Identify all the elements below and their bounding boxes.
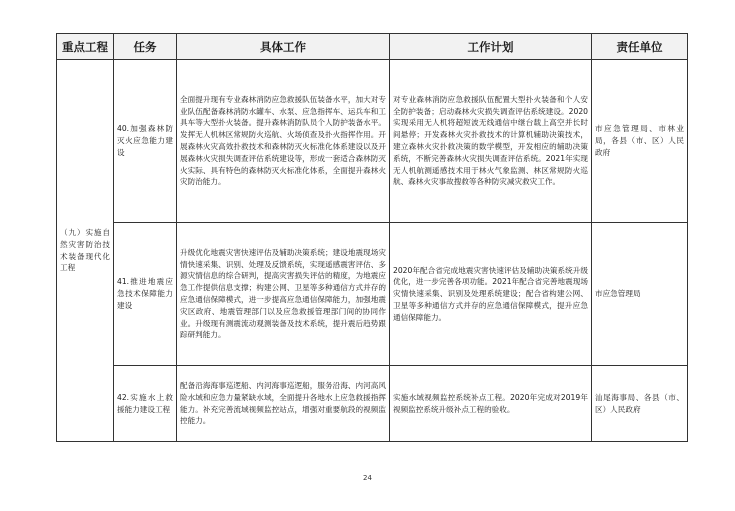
header-work-plan: 工作计划: [390, 34, 592, 60]
work-plan-cell: 2020年配合省完成地震灾害快速评估及辅助决策系统升级优化，进一步完善各项功能。2021年配合省完善地震现场灾情快速采集、识别及处理系统建设；配合省构建公网、卫星等多种通信方式并存的应急通信保障模式，提升应急通信保障能力。: [390, 223, 592, 366]
work-plan-table: [56, 33, 688, 442]
responsible-unit-cell: 市应急管理局、市林业局，各县（市、区）人民政府: [592, 60, 688, 223]
header-specific-work: 具体工作: [177, 34, 390, 60]
work-plan-cell: 实施水域视频监控系统补点工程。2020年完成对2019年视频监控系统升级补点工程的验收。: [390, 366, 592, 442]
task-cell: 42.实施水上救援能力建设工程: [114, 366, 177, 442]
specific-work-cell: 配备沿海海事巡逻船、内河海事巡逻船，服务沿海、内河高风险水域和应急力量紧缺水域，全面提升各地水上应急救援指挥能力。补充完善流域视频监控站点，增强对重要航段的视频监控能力。: [177, 366, 390, 442]
header-responsible-unit: 责任单位: [592, 34, 688, 60]
table-row: [57, 223, 688, 366]
header-key-project: 重点工程: [57, 34, 114, 60]
responsible-unit-cell: 市应急管理局: [592, 223, 688, 366]
header-task: 任务: [114, 34, 177, 60]
specific-work-cell: 升级优化地震灾害快速评估及辅助决策系统；建设地震现场灾情快速采集、识别、处理及反馈系统，实现遥感震害评估、多源灾情信息的综合研判，提高灾害损失评估的精度，为地震应急工作提供信息支撑；构建公网、卫星等多种通信方式并存的应急通信保障模式，进一步提高应急通信保障能力，加强地震灾区政府、地震管理部门以及应急救援管理部门间的协同作业。升级现有测震流动观测装备及技术系统，提升震后趋势跟踪研判能力。: [177, 223, 390, 366]
work-plan-cell: 对专业森林消防应急救援队伍配置大型扑火装备和个人安全防护装备；启动森林火灾损失调查评估系统建设。2020实现采用无人机将超短波无线通信中继台载上高空并长时间悬停；开发森林火灾扑救技术的计算机辅助决策技术，建立森林火灾扑救决策的数学模型，开发相应的辅助决策系统，不断完善森林火灾损失调查评估系统。2021年实现无人机航测遥感技术用于林火气象监测、林区常规防火巡航、森林火灾事故搜救等各种防灾减灾救灾工作。: [390, 60, 592, 223]
responsible-unit-cell: 汕尾海事局、各县（市、区）人民政府: [592, 366, 688, 442]
task-cell: 41.推进地震应急技术保障能力建设: [114, 223, 177, 366]
key-project-cell: （九）实施自然灾害防治技术装备现代化工程: [57, 60, 114, 442]
table-row: [57, 366, 688, 442]
page-number: 24: [363, 474, 372, 482]
specific-work-cell: 全面提升现有专业森林消防应急救援队伍装备水平，加大对专业队伍配备森林消防水罐车、水泵、应急指挥车、运兵车和工具车等大型扑火装备。提升森林消防队员个人防护装备水平。发挥无人机林区常规防火巡航、火场侦查及扑火指挥作用。开展森林火灾高效扑救技术和森林防灭火标准化体系建设以及开展森林火灾损失调查评估系统建设等，形成一套适合森林防灭火实际、具有特色的森林防灭火标准化体系，全面提升森林火灾防治能力。: [177, 60, 390, 223]
task-cell: 40.加强森林防灭火应急能力建设: [114, 60, 177, 223]
table-row: [57, 60, 688, 223]
table-header-row: [57, 34, 688, 60]
